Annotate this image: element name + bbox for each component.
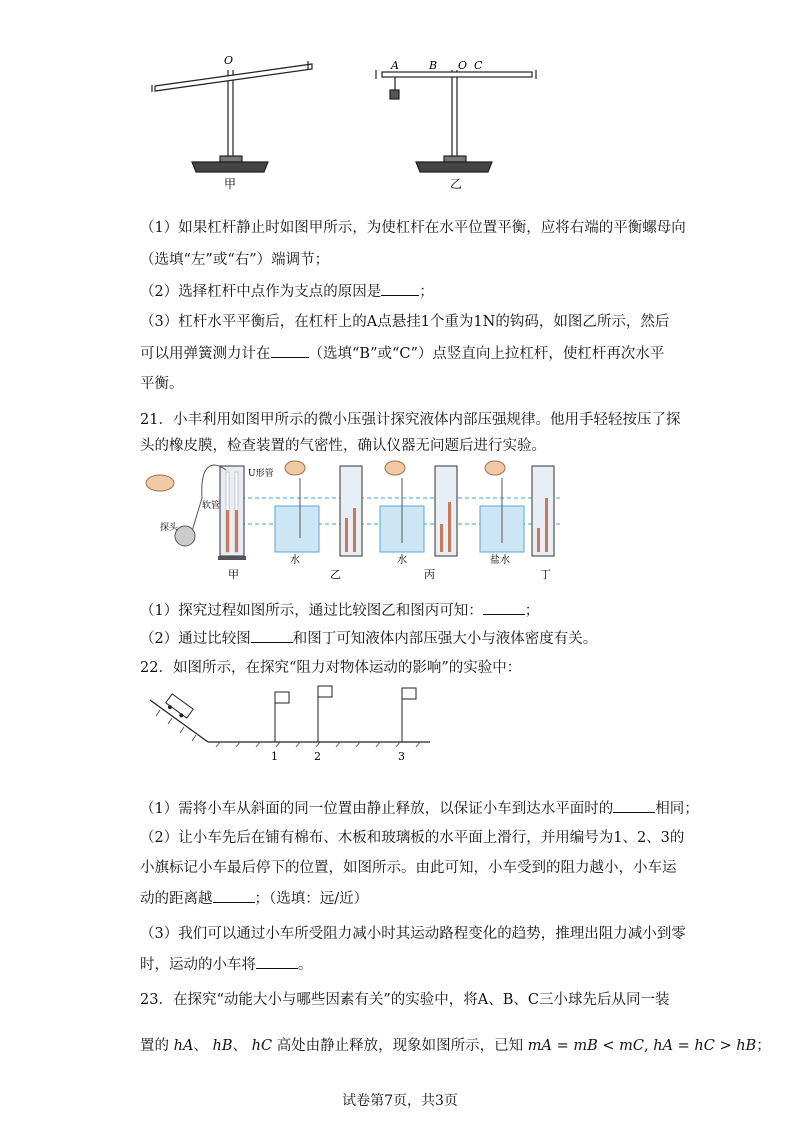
answer-blank[interactable]	[613, 798, 655, 813]
q23-stem-line1: 23．在探究“动能大小与哪些因素有关”的实验中，将A、B、C三小球先后从同一装	[140, 992, 670, 1008]
q20-part3-pre: 可以用弹簧测力计在	[140, 346, 271, 362]
caption-21-water-2: 水	[397, 555, 407, 566]
flag-1	[275, 692, 289, 742]
q21-part2-pre: （2）通过比较图	[140, 631, 251, 647]
caption-21-bing: 丙	[424, 568, 435, 581]
answer-blank[interactable]	[271, 343, 309, 358]
q20-part3-post: （选填“B”或“C”）点竖直向上拉杠杆，使杠杆再次水平	[308, 346, 665, 362]
gauge-ding	[480, 461, 554, 556]
lever-jia	[152, 61, 312, 172]
gauge-jia	[146, 465, 246, 560]
cart	[164, 694, 193, 721]
q22-part1-post: 相同；	[655, 801, 699, 817]
answer-blank[interactable]	[381, 281, 419, 296]
q23-mid: 高处由静止释放，现象如图所示，已知	[276, 1038, 524, 1054]
caption-21-salt-water: 盐水	[490, 555, 510, 566]
q22-part2-line3	[140, 888, 368, 909]
q21-part1-pre: （1）探究过程如图所示，通过比较图乙和图丙可知：	[140, 603, 483, 619]
pressure-gauge-figure	[140, 458, 580, 583]
q21-stem-line2: 头的橡皮膜，检查装置的气密性，确认仪器无问题后进行实验。	[140, 438, 546, 454]
caption-21-yi: 乙	[330, 568, 341, 581]
label-c: C	[474, 59, 483, 72]
label-a: A	[391, 59, 399, 72]
q23-pre: 置的	[140, 1038, 169, 1054]
flag-3	[402, 688, 416, 742]
answer-blank[interactable]	[256, 954, 298, 969]
lever-yi	[376, 70, 536, 172]
q20-part1-line2: （选填“左”或“右”）端调节；	[140, 252, 330, 268]
h-b: hB	[212, 1038, 233, 1054]
answer-blank[interactable]	[483, 600, 525, 615]
q22-part3-line1: （3）我们可以通过小车所受阻力减小时其运动路程变化的趋势，推理出阻力减小到零	[140, 926, 686, 942]
caption-21-ding: 丁	[540, 568, 551, 581]
q22-part2-post: ；（选填：远/近）	[254, 891, 369, 907]
flag-label-2: 2	[314, 750, 321, 763]
flag-2	[318, 686, 332, 742]
q22-part3-post: 。	[298, 957, 313, 973]
gauge-bing	[380, 461, 457, 556]
q22-part3-pre: 时，运动的小车将	[140, 957, 256, 973]
page-footer: 试卷第7页，共3页	[342, 1093, 458, 1109]
q22-part1-pre: （1）需将小车从斜面的同一位置由静止释放，以保证小车到达水平面时的	[140, 801, 614, 817]
q22-part3-line2	[140, 954, 313, 975]
q22-stem: 22．如图所示，在探究“阻力对物体运动的影响”的实验中：	[140, 660, 522, 676]
q23-stem-line2: 置的 hA、 hB、 hC 高处由静止释放，现象如图所示，已知 mA = mB < mC, hA = hC > hB；	[140, 1038, 771, 1054]
label-probe: 探头	[160, 523, 179, 533]
q21-part1-post: ；	[524, 603, 540, 619]
height-relation: hA = hC > hB	[653, 1038, 757, 1054]
q22-part2-line2: 小旗标记小车最后停下的位置，如图所示。由此可知，小车受到的阻力越小，小车运	[140, 860, 677, 876]
mass-relation: mA = mB < mC	[527, 1038, 645, 1054]
answer-blank[interactable]	[213, 888, 255, 903]
q21-part2	[140, 628, 597, 649]
q20-part2	[140, 281, 434, 302]
q22-part1	[140, 798, 699, 819]
q23-sep2: 、	[232, 1038, 248, 1054]
h-c: hC	[251, 1038, 273, 1054]
q23-end: ；	[756, 1038, 771, 1054]
label-o-yi: O	[458, 59, 468, 72]
label-u-tube: U形管	[248, 469, 274, 479]
q20-part2-end: ；	[419, 284, 434, 300]
q20-part3-line1: （3）杠杆水平平衡后，在杠杆上的A点悬挂1个重为1N的钩码，如图乙所示，然后	[140, 314, 670, 330]
label-o-jia: O	[224, 54, 234, 67]
incline-figure	[140, 680, 440, 770]
q20-part1-line1: （1）如果杠杆静止时如图甲所示，为使杠杆在水平位置平衡，应将右端的平衡螺母向	[140, 220, 686, 236]
q22-part2-line1: （2）让小车先后在铺有棉布、木板和玻璃板的水平面上滑行，并用编号为1、2、3的	[140, 830, 685, 846]
label-hose: 软管	[202, 501, 221, 511]
caption-21-water-1: 水	[290, 555, 300, 566]
caption-21-jia: 甲	[228, 568, 239, 581]
lever-figure	[140, 50, 560, 200]
q20-part3-line2	[140, 343, 664, 364]
q20-part2-text: （2）选择杠杆中点作为支点的原因是	[140, 284, 382, 300]
h-a: hA	[173, 1038, 194, 1054]
q21-part1	[140, 600, 539, 621]
q20-part3-line3: 平衡。	[140, 376, 184, 392]
q22-part2-pre: 动的距离越	[140, 891, 213, 907]
answer-blank[interactable]	[251, 628, 293, 643]
q21-part2-post: 和图丁可知液体内部压强大小与液体密度有关。	[292, 631, 598, 647]
gauge-yi	[275, 461, 362, 556]
caption-yi: 乙	[450, 177, 463, 191]
flag-label-1: 1	[271, 750, 278, 763]
flag-label-3: 3	[398, 750, 405, 763]
label-b: B	[429, 59, 438, 72]
q21-stem-line1: 21．小丰利用如图甲所示的微小压强计探究液体内部压强规律。他用手轻轻按压了探	[140, 412, 681, 428]
caption-jia: 甲	[224, 177, 237, 191]
q23-sep1: 、	[193, 1038, 208, 1054]
